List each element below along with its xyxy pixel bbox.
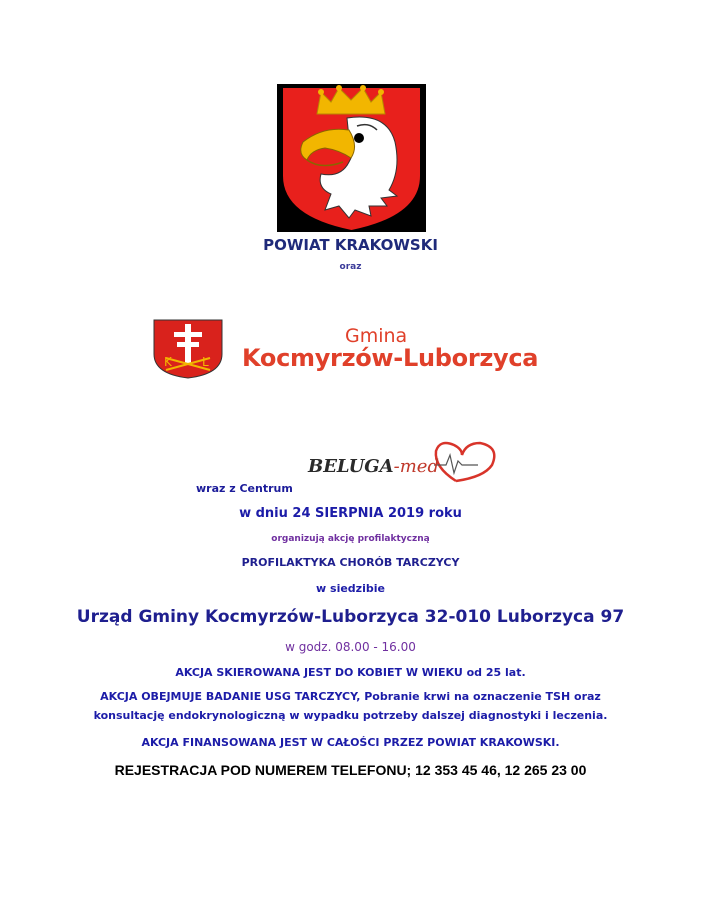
- svg-text:K: K: [164, 355, 172, 369]
- funding-text: AKCJA FINANSOWANA JEST W CAŁOŚCI PRZEZ POWIAT KRAKOWSKI.: [141, 736, 560, 749]
- beluga-logo-suffix: -med: [393, 456, 439, 477]
- seat-text: w siedzibie: [316, 582, 385, 595]
- event-date: w dniu 24 SIERPNIA 2019 roku: [239, 506, 462, 521]
- svg-text:L: L: [202, 355, 209, 369]
- event-hours: w godz. 08.00 - 16.00: [285, 640, 416, 654]
- gmina-word: Gmina: [345, 325, 408, 347]
- organize-text: organizują akcję profilaktyczną: [271, 534, 430, 544]
- centrum-prefix: wraz z Centrum: [196, 482, 293, 495]
- target-group-text: AKCJA SKIEROWANA JEST DO KOBIET W WIEKU od 25 lat.: [175, 666, 526, 679]
- gmina-name: Kocmyrzów-Luborzyca: [242, 344, 539, 372]
- beluga-logo-main: BELUGA: [308, 456, 394, 477]
- connector-text: oraz: [339, 262, 362, 272]
- program-title: PROFILAKTYKA CHORÓB TARCZYCY: [241, 556, 460, 569]
- beluga-med-logo-text: [308, 456, 439, 477]
- scope-text-line-1: AKCJA OBEJMUJE BADANIE USG TARCZYCY, Pobranie krwi na oznaczenie TSH oraz: [100, 690, 601, 703]
- event-address: Urząd Gminy Kocmyrzów-Luborzyca 32-010 Luborzyca 97: [76, 607, 625, 627]
- scope-text-line-2: konsultację endokrynologiczną w wypadku potrzeby dalszej diagnostyki i leczenia.: [93, 709, 608, 722]
- powiat-title: POWIAT KRAKOWSKI: [263, 236, 438, 254]
- gmina-crest-icon: [152, 318, 224, 380]
- registration-phone-text: REJESTRACJA POD NUMEREM TELEFONU; 12 353 45 46, 12 265 23 00: [114, 762, 587, 778]
- powiat-crest-icon: [277, 84, 426, 232]
